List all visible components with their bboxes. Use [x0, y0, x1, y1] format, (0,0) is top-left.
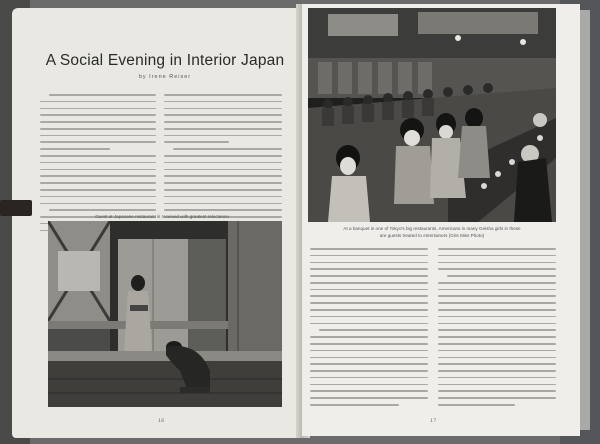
right-page	[302, 4, 580, 436]
photo-banquet	[308, 8, 556, 222]
right-photo-caption-line-2: are guests treated to entertainers (Gris Miss Photo)	[379, 233, 485, 238]
photo-restaurant-entrance	[48, 221, 282, 407]
article-title: A Social Evening in Interior Japan	[45, 52, 285, 69]
binder-clip	[0, 200, 32, 216]
right-page-number: 17	[430, 418, 437, 424]
text-column-right-2	[438, 248, 556, 411]
right-photo-caption-line-1: At a banquet in one of Tokyo's big restaurants, Americans in many Geisha girls in these	[343, 226, 521, 231]
article-byline: by Irene Reiser	[138, 74, 192, 80]
text-column-left-2	[164, 94, 282, 230]
left-page	[12, 8, 302, 438]
text-column-right-1	[310, 248, 428, 411]
left-page-number: 16	[158, 418, 165, 424]
left-photo-caption: Guest at Japanese restaurant is received with greatest reluctance	[95, 214, 229, 219]
